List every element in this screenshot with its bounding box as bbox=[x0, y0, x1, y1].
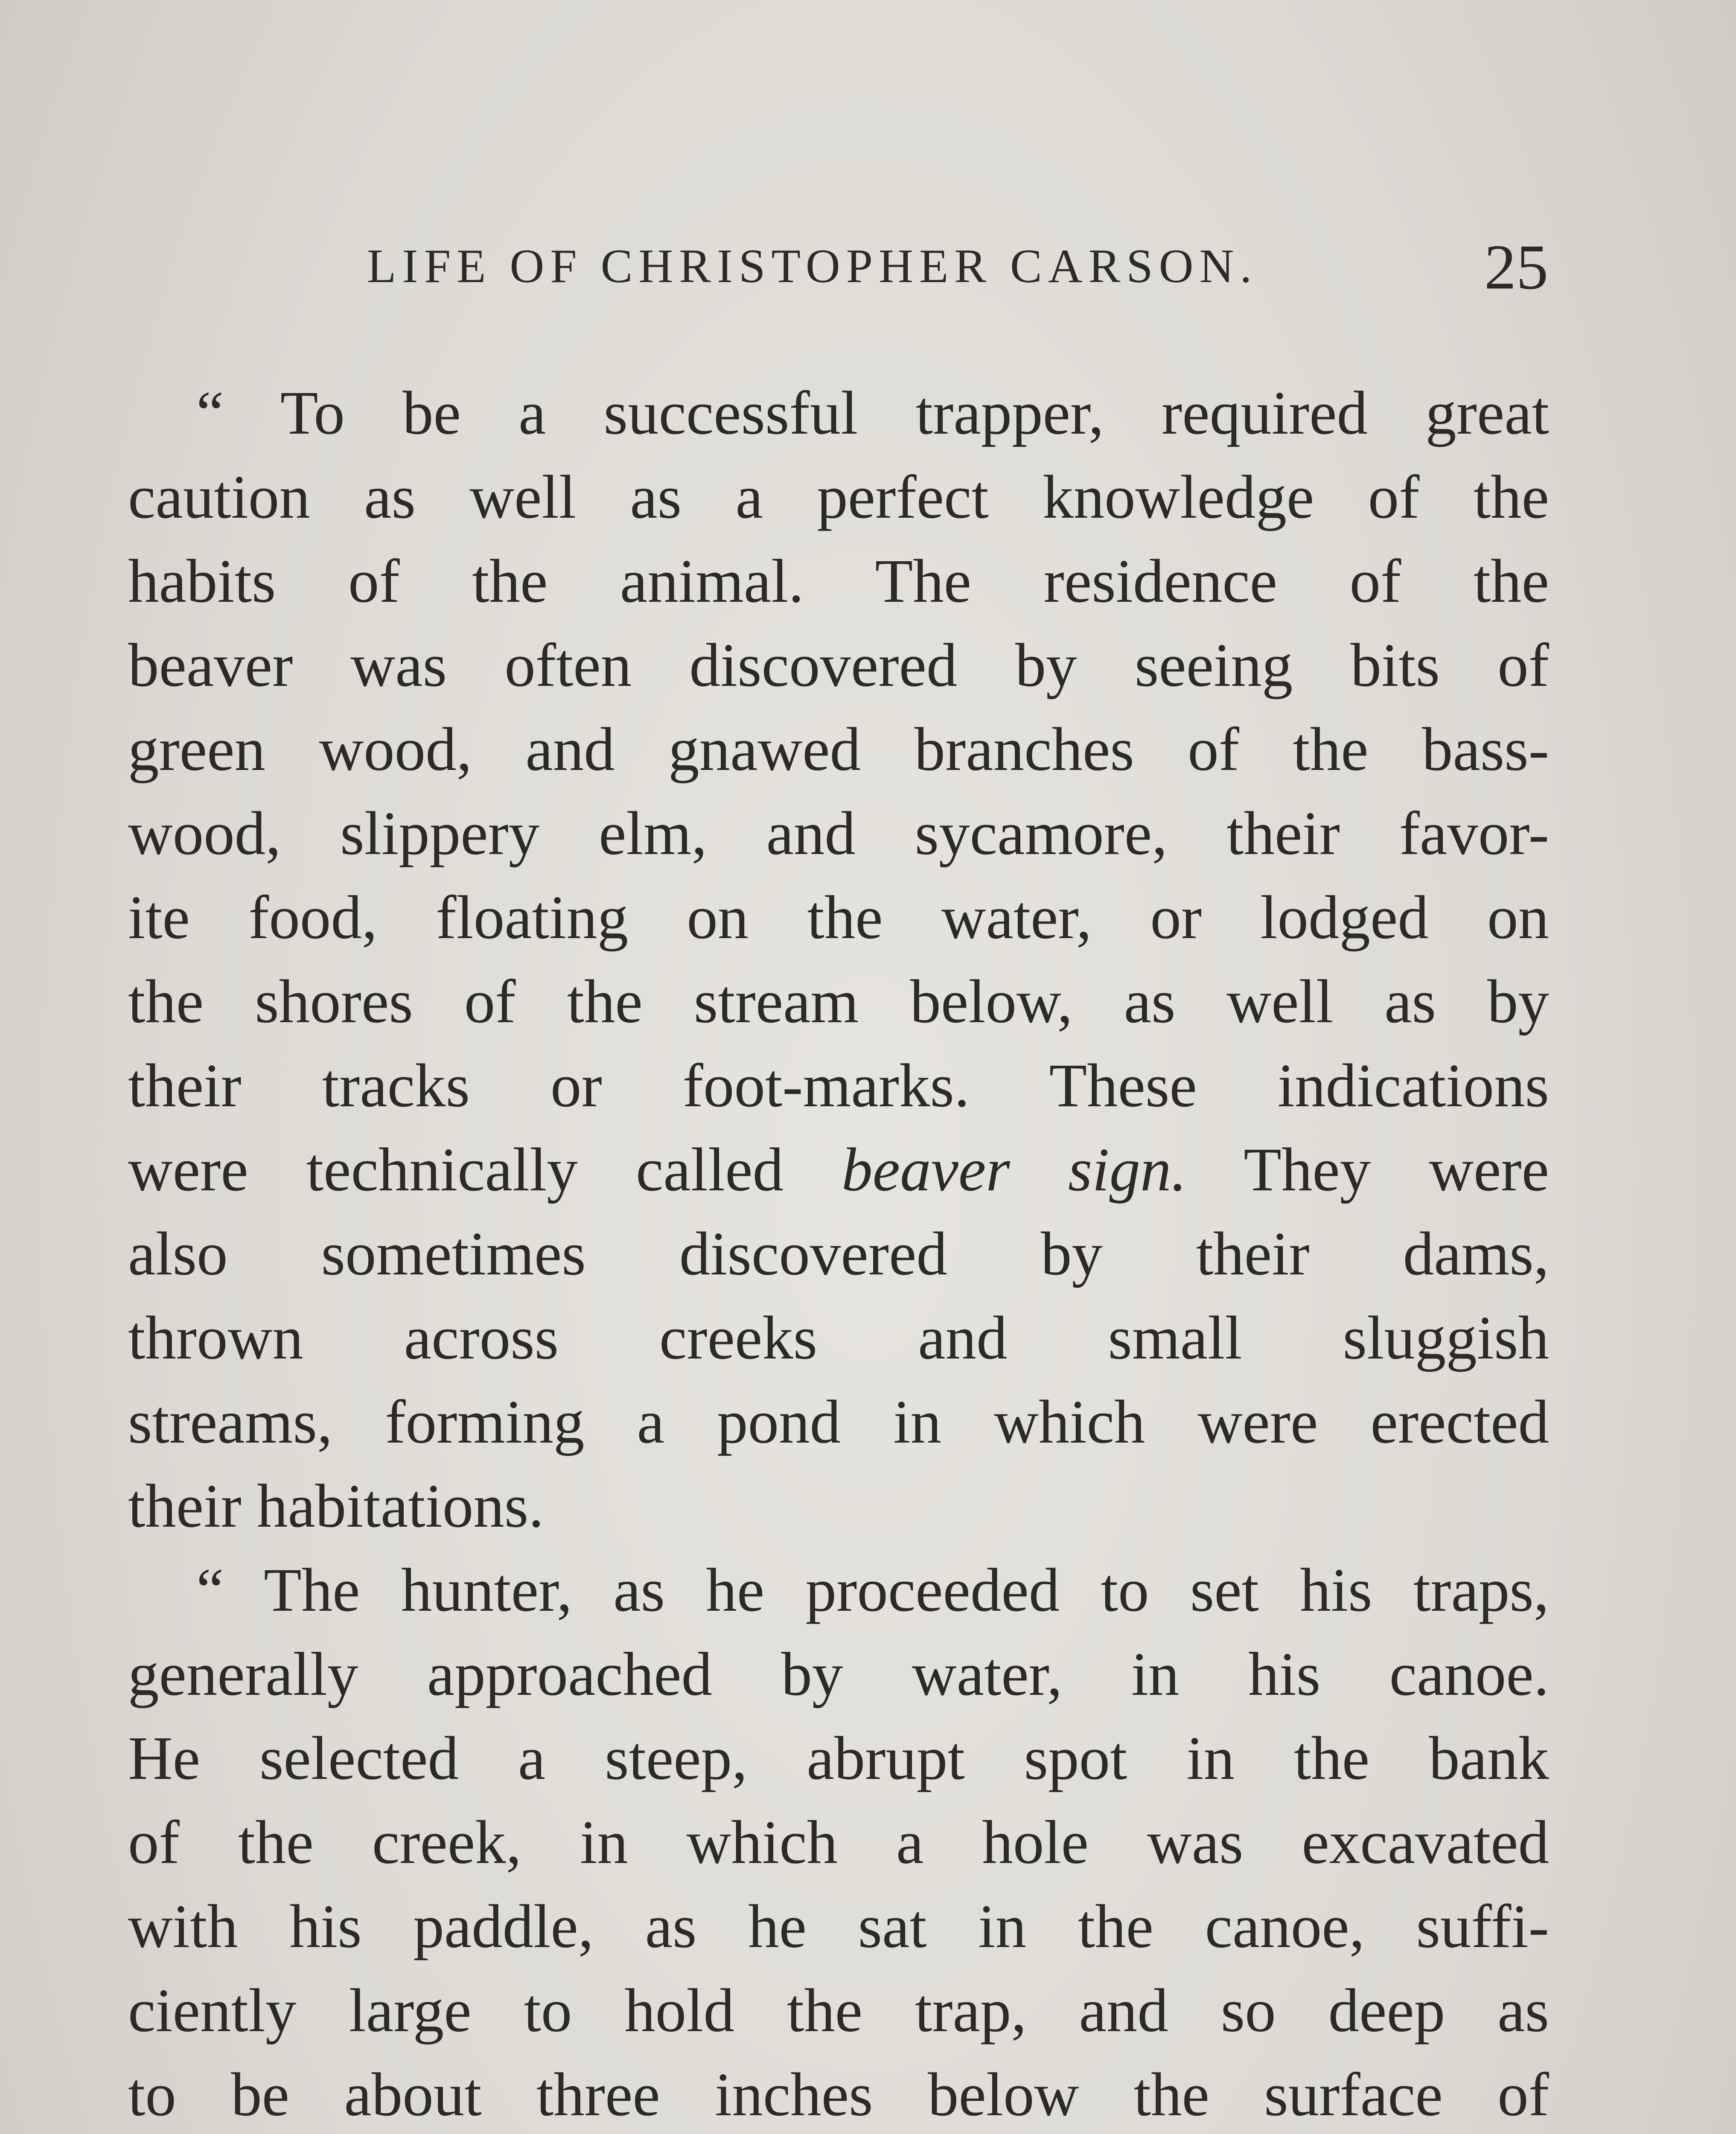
text-line: He selected a steep, abrupt spot in the bank bbox=[128, 1724, 1549, 1793]
text-line: habits of the animal. The residence of the bbox=[128, 547, 1549, 615]
text-line: of the creek, in which a hole was excavated bbox=[128, 1808, 1549, 1877]
text-line: caution as well as a perfect knowledge of the bbox=[128, 463, 1549, 531]
text-line: ciently large to hold the trap, and so deep as bbox=[128, 1977, 1549, 2045]
page-number: 25 bbox=[1484, 232, 1548, 303]
text-line: thrown across creeks and small sluggish bbox=[128, 1304, 1549, 1372]
text-line: “ To be a successful trapper, required great bbox=[196, 379, 1549, 447]
text-line: also sometimes discovered by their dams, bbox=[128, 1220, 1549, 1288]
text-line: with his paddle, as he sat in the canoe, suffi- bbox=[128, 1892, 1549, 1961]
text-line: their tracks or foot-marks. These indications bbox=[128, 1052, 1549, 1120]
text-line: their habitations. bbox=[128, 1472, 544, 1540]
running-title: LIFE OF CHRISTOPHER CARSON. bbox=[367, 240, 1258, 293]
text-line: “ The hunter, as he proceeded to set his traps, bbox=[196, 1556, 1549, 1624]
text-line-with-italic bbox=[128, 1128, 1549, 1212]
body-text bbox=[128, 371, 1549, 2134]
italic-term: beaver sign. bbox=[842, 1136, 1187, 1204]
text-line: the shores of the stream below, as well as by bbox=[128, 968, 1549, 1036]
text-segment: They were bbox=[1186, 1136, 1549, 1204]
text-line: beaver was often discovered by seeing bits of bbox=[128, 631, 1549, 700]
text-line: to be about three inches below the surface of bbox=[128, 2061, 1549, 2129]
text-line: green wood, and gnawed branches of the bass- bbox=[128, 715, 1549, 784]
text-line: wood, slippery elm, and sycamore, their favor- bbox=[128, 799, 1549, 868]
text-line: streams, forming a pond in which were erected bbox=[128, 1388, 1549, 1456]
running-head bbox=[128, 222, 1548, 307]
text-line: generally approached by water, in his canoe. bbox=[128, 1640, 1549, 1708]
text-line: ite food, floating on the water, or lodged on bbox=[128, 883, 1549, 952]
text-segment: were technically called bbox=[128, 1136, 842, 1204]
